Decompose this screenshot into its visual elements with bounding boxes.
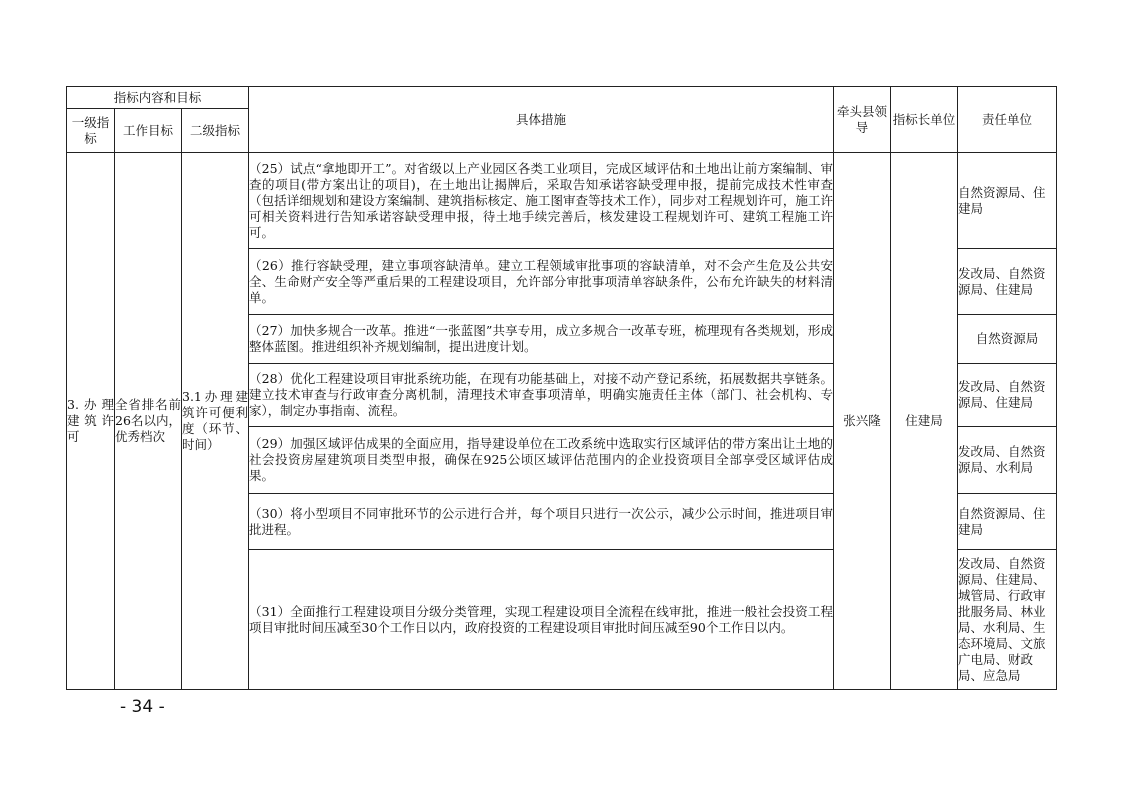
work-goal: 全省排名前26名以内，优秀档次 [115, 153, 182, 690]
responsible-unit: 发改局、自然资源局、住建局 [958, 364, 1057, 427]
header-work-goal: 工作目标 [115, 109, 182, 153]
responsible-unit: 自然资源局、住建局 [958, 494, 1057, 550]
responsible-unit: 发改局、自然资源局、住建局 [958, 249, 1057, 315]
header-level1: 一级指标 [67, 109, 115, 153]
indicator-unit: 住建局 [891, 153, 958, 690]
measure-text: （28）优化工程建设项目审批系统功能，在现有功能基础上，对接不动产登记系统，拓展数据共享链条。建立技术审查与行政审查分离机制，清理技术审查事项清单，明确实施责任主体（部门、社会机构、专家），制定办事指南、流程。 [249, 364, 834, 427]
table-row [67, 153, 1057, 249]
measures-table [66, 86, 1057, 690]
measure-text: （27）加快多规合一改革。推进“一张蓝图”共享专用，成立多规合一改革专班，梳理现有各类规划，形成整体蓝图。推进组织补齐规划编制，提出进度计划。 [249, 315, 834, 364]
level2-indicator: 3.1办理建筑许可便利度（环节、时间） [182, 153, 249, 690]
header-indicator-content: 指标内容和目标 [67, 87, 249, 109]
responsible-unit: 自然资源局 [958, 315, 1057, 364]
header-level2: 二级指标 [182, 109, 249, 153]
responsible-unit: 自然资源局、住建局 [958, 153, 1057, 249]
level1-indicator: 3.办理建筑许可 [67, 153, 115, 690]
measure-text: （25）试点“拿地即开工”。对省级以上产业园区各类工业项目，完成区域评估和土地出让前方案编制、审查的项目(带方案出让的项目)，在土地出让揭牌后，采取告知承诺容缺受理申报，提前完成技术性审查（包括详细规划和建设方案编制、建筑指标核定、施工图审查等技术工作），同步对工程规划许可，施工许可相关资料进行告知承诺容缺受理申报，待土地手续完善后，核发建设工程规划许可、建筑工程施工许可。 [249, 153, 834, 249]
header-responsible: 责任单位 [958, 87, 1057, 153]
measure-text: （31）全面推行工程建设项目分级分类管理，实现工程建设项目全流程在线审批，推进一般社会投资工程项目审批时间压减至30个工作日以内，政府投资的工程建设项目审批时间压减至90个工作日以内。 [249, 550, 834, 690]
responsible-unit: 发改局、自然资源局、水利局 [958, 427, 1057, 494]
responsible-unit: 发改局、自然资源局、住建局、城管局、行政审批服务局、林业局、水利局、生态环境局、文旅广电局、财政局、应急局 [958, 550, 1057, 690]
header-county-leader: 牵头县领导 [834, 87, 891, 153]
page-number: - 34 - [120, 697, 165, 717]
county-leader: 张兴隆 [834, 153, 891, 690]
measure-text: （30）将小型项目不同审批环节的公示进行合并，每个项目只进行一次公示，减少公示时间，推进项目审批进程。 [249, 494, 834, 550]
measure-text: （29）加强区域评估成果的全面应用，指导建设单位在工改系统中选取实行区域评估的带方案出让土地的社会投资房屋建筑项目类型申报，确保在925公顷区域评估范围内的企业投资项目全部享受区域评估成果。 [249, 427, 834, 494]
header-indicator-unit: 指标长单位 [891, 87, 958, 153]
header-measures: 具体措施 [249, 87, 834, 153]
measure-text: （26）推行容缺受理，建立事项容缺清单。建立工程领域审批事项的容缺清单，对不会产生危及公共安全、生命财产安全等严重后果的工程建设项目，允许部分审批事项清单容缺条件，公布允许缺失的材料清单。 [249, 249, 834, 315]
